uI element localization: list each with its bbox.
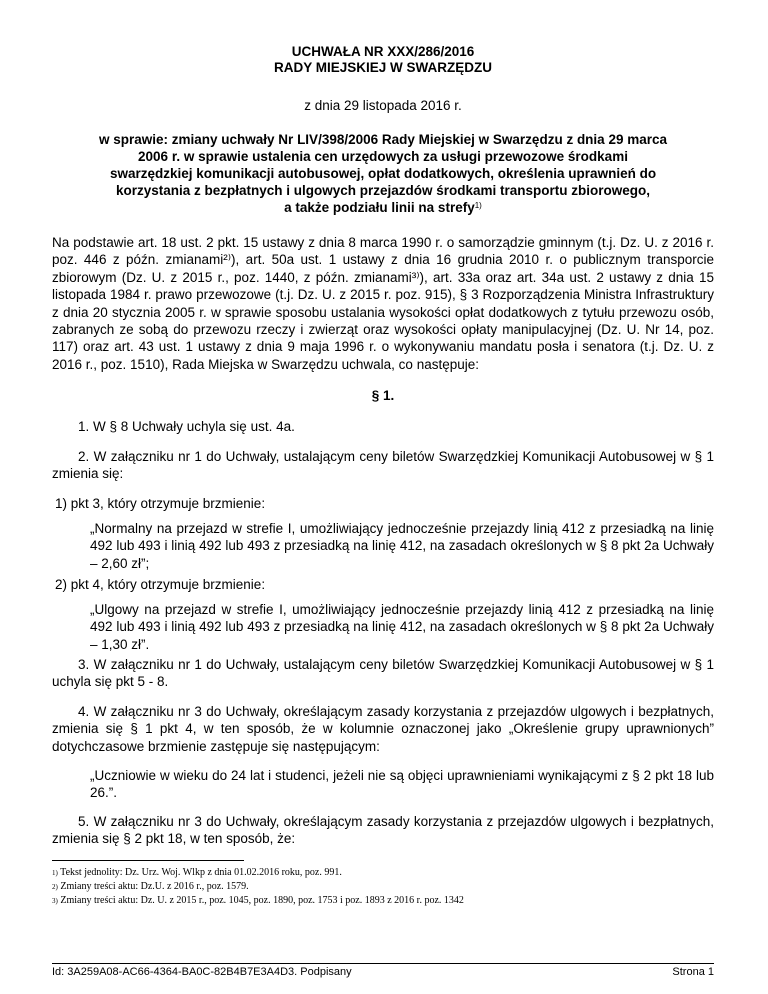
item-1: 1. W § 8 Uchwały uchyla się ust. 4a.: [78, 419, 295, 434]
footnote-number: 3): [52, 897, 58, 905]
item-4: 4. W załączniku nr 3 do Uchwały, określającym zasady korzystania z przejazdów ulgowych i bezpłatnych, zmienia się § 1 pkt 4, w ten sposób, że w kolumnie oznaczonej jako „Określenie grupy uprawnionych” dotychczasowe brzmienie zastępuje się następującym:: [52, 704, 714, 754]
item-5: 5. W załączniku nr 3 do Uchwały, określającym zasady korzystania z przejazdów ulgowych i bezpłatnych, zmienia się § 2 pkt 18, w ten sposób, że:: [52, 814, 714, 847]
document-id: Id: 3A259A08-AC66-4364-BA0C-82B4B7E3A4D3. Podpisany: [52, 966, 352, 978]
quote-normal-ticket: „Normalny na przejazd w strefie I, umożliwiający jednocześnie przejazdy linią 412 z przesiadką na linię 492 lub 493 i linią 492 lub 493 z przesiadką na linię 412, na zasadach określonych w § 8 pkt 2a Uchwały – 2,60 zł”;: [90, 521, 714, 571]
footnote-text: Zmiany treści aktu: Dz. U. z 2015 r., poz. 1045, poz. 1890, poz. 1753 i poz. 1893 z 2016 r. poz. 1342: [60, 895, 464, 906]
subject-line-last: [52, 199, 714, 216]
footnote-3: [52, 895, 714, 907]
subject-line: w sprawie: zmiany uchwały Nr LIV/398/2006 Rady Miejskiej w Swarzędzu z dnia 29 marca: [99, 132, 667, 147]
resolution-number: UCHWAŁA NR XXX/286/2016: [291, 44, 475, 59]
footnote-number: 1): [52, 869, 58, 877]
page-number: Strona 1: [672, 966, 714, 978]
footnote-text: Zmiany treści aktu: Dz.U. z 2016 r., poz. 1579.: [60, 881, 249, 892]
quote-students: „Uczniowie w wieku do 24 lat i studenci, jeżeli nie są objęci uprawnieniami wynikającymi z § 2 pkt 18 lub 26.”.: [90, 768, 714, 801]
footnote-ref: 1): [474, 201, 482, 210]
item-2-point-1: 1) pkt 3, który otrzymuje brzmienie:: [55, 496, 266, 511]
subject-line: swarzędzkiej komunikacji autobusowej, opłat dodatkowych, określenia uprawnień do: [109, 166, 657, 181]
council-name: RADY MIEJSKIEJ W SWARZĘDZU: [273, 60, 493, 75]
quote-reduced-ticket: „Ulgowy na przejazd w strefie I, umożliwiający jednocześnie przejazdy linią 412 z przesiadką na linię 492 lub 493 i linią 492 lub 493 z przesiadką na linię 412, na zasadach określonych w § 8 pkt 2a Uchwały – 1,30 zł”.: [90, 602, 714, 652]
footnote-2: [52, 881, 714, 893]
subject-line-text: a także podziału linii na strefy: [284, 200, 475, 215]
resolution-title: [52, 44, 714, 76]
item-3: 3. W załączniku nr 1 do Uchwały, ustalającym ceny biletów Swarzędzkiej Komunikacji Autobusowej w § 1 uchyla się pkt 5 - 8.: [52, 657, 714, 690]
resolution-subject: [52, 131, 714, 216]
footnote-separator: [52, 860, 244, 861]
section-heading: § 1.: [371, 388, 395, 403]
subject-line: 2006 r. w sprawie ustalenia cen urzędowych za usługi przewozowe środkami: [138, 149, 628, 164]
preamble: Na podstawie art. 18 ust. 2 pkt. 15 ustawy z dnia 8 marca 1990 r. o samorządzie gminnym (t.j. Dz. U. z 2016 r. poz. 446 z późn. zmianami²⁾), art. 50a ust. 1 ustawy z dnia 16 grudnia 2010 r. o publicznym transporcie zbiorowym (Dz. U. z 2015 r., poz. 1440, z późn. zmianami³⁾), art. 33a oraz art. 34a ust. 2 ustawy z dnia 15 listopada 1984 r. prawo przewozowe (t.j. Dz. U. z 2015 r. poz. 915), § 3 Rozporządzenia Ministra Infrastruktury z dnia 20 stycznia 2005 r. w sprawie sposobu ustalania wysokości opłat dodatkowych z tytułu przewozu osób, zabranych ze sobą do przewozu rzeczy i zwierząt oraz wysokości opłaty manipulacyjnej (Dz. U. Nr 14, poz. 117) oraz art. 43 ust. 1 ustawy z dnia 9 maja 1996 r. o wykonywaniu mandatu posła i senatora (t.j. Dz. U. z 2016 r., poz. 1510), Rada Miejska w Swarzędzu uchwala, co następuje:: [52, 235, 714, 372]
item-2: 2. W załączniku nr 1 do Uchwały, ustalającym ceny biletów Swarzędzkiej Komunikacji Autobusowej w § 1 zmienia się:: [52, 449, 714, 482]
resolution-date: z dnia 29 listopada 2016 r.: [304, 98, 462, 113]
footer-separator: [52, 963, 714, 964]
footnote-number: 2): [52, 883, 58, 891]
footnote-1: [52, 867, 714, 879]
item-2-point-2: 2) pkt 4, który otrzymuje brzmienie:: [55, 577, 266, 592]
subject-line: korzystania z bezpłatnych i ulgowych przejazdów środkami transportu zbiorowego,: [115, 183, 651, 198]
footnote-text: Tekst jednolity: Dz. Urz. Woj. Wlkp z dnia 01.02.2016 roku, poz. 991.: [60, 867, 342, 878]
